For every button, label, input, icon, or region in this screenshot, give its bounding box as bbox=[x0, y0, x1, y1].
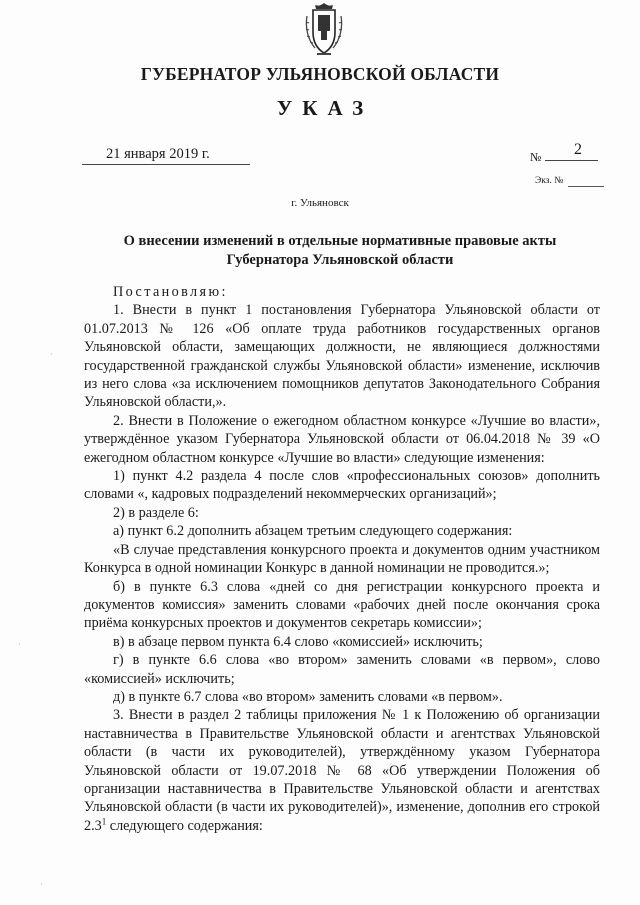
paragraph-2-item-2v: в) в абзаце первом пункта 6.4 слово «комиссией» исключить; bbox=[113, 633, 483, 650]
paragraph-3-tail: следующего содержания: bbox=[106, 817, 263, 834]
paragraph-2-item-2g: г) в пункте 6.6 слова «во втором» заменить словами «в первом», слово «комиссией» исключить; bbox=[84, 652, 600, 687]
document-title-line-1: О внесении изменений в отдельные нормативные правовые акты bbox=[123, 233, 557, 249]
scan-speck: · bbox=[40, 880, 43, 889]
city: г. Ульяновск bbox=[291, 197, 349, 209]
paragraph-2-item-1: 1) пункт 4.2 раздела 4 после слов «профессиональных союзов» дополнить словами «, кадровых подразделений некоммерческих организаций»; bbox=[84, 468, 600, 503]
paragraph-2: 2. Внести в Положение о ежегодном областном конкурсе «Лучшие во власти», утверждённое указом Губернатора Ульяновской области от 06.04.2018 № 39 «О ежегодном областном конкурсе «Лучшие во власти» следующие изменения: bbox=[84, 412, 600, 466]
paragraph-2-item-2a-quote: «В случае представления конкурсного проекта и документов одним участником Конкурса в одной номинации Конкурс в данной номинации не проводится.»; bbox=[84, 541, 600, 577]
scan-speck: · bbox=[50, 350, 53, 359]
scan-speck: · bbox=[18, 640, 21, 649]
paragraph-3 bbox=[84, 706, 600, 835]
document-body bbox=[84, 283, 600, 835]
document-title bbox=[80, 232, 600, 270]
decree-date: 21 января 2019 г. bbox=[106, 146, 210, 162]
paragraph-2-item-2d: д) в пункте 6.7 слова «во втором» заменить словами «в первом». bbox=[113, 688, 503, 705]
paragraph-3-text: 3. Внести в раздел 2 таблицы приложения № 1 к Положению об организации наставничества в Правительстве Ульяновской области и агентствах Ульяновской области (в части их руководителей), утверждённому указом Губернатора Ульяновской области от 19.07.2018 № 68 «Об утверждении Положения об организации наставничества в Правительстве Ульяновской области и агентствах Ульяновской области (в части их руководителей)», изменение, дополнив его строкой 2.3 bbox=[84, 707, 600, 834]
paragraph-2-item-2b: б) в пункте 6.3 слова «дней со дня регистрации конкурсного проекта и документов комиссия» заменить словами «рабочих дней после окончания срока приёма конкурсных проектов и документов секретарь комиссии»; bbox=[84, 578, 600, 632]
coat-of-arms-emblem bbox=[303, 2, 345, 56]
copy-number-underline bbox=[568, 186, 604, 187]
copy-number-label: Экз. № bbox=[535, 176, 564, 186]
paragraph-1: 1. Внести в пункт 1 постановления Губернатора Ульяновской области от 01.07.2013 № 126 «Об оплате труда работников государственных органов Ульяновской области, замещающих должности, не являющиеся должностями государственной гражданской службы Ульяновской области» изменение, исключив из него слова «за исключением помощников депутатов Законодательного Собрания Ульяновской области,». bbox=[84, 302, 600, 411]
governor-title: ГУБЕРНАТОР УЛЬЯНОВСКОЙ ОБЛАСТИ bbox=[140, 64, 500, 84]
preamble: Постановляю: bbox=[113, 284, 228, 300]
paragraph-2-item-2a: а) пункт 6.2 дополнить абзацем третьим следующего содержания: bbox=[113, 523, 513, 540]
number-underline bbox=[545, 160, 598, 161]
decree-heading: УКАЗ bbox=[276, 96, 374, 120]
date-underline bbox=[82, 164, 250, 165]
decree-number-label: № bbox=[530, 150, 542, 164]
document-title-line-2: Губернатора Ульяновской области bbox=[226, 252, 454, 268]
paragraph-2-item-2: 2) в разделе 6: bbox=[113, 504, 199, 521]
paragraph-3-superscript: 1 bbox=[101, 816, 107, 827]
decree-number: 2 bbox=[574, 141, 582, 158]
